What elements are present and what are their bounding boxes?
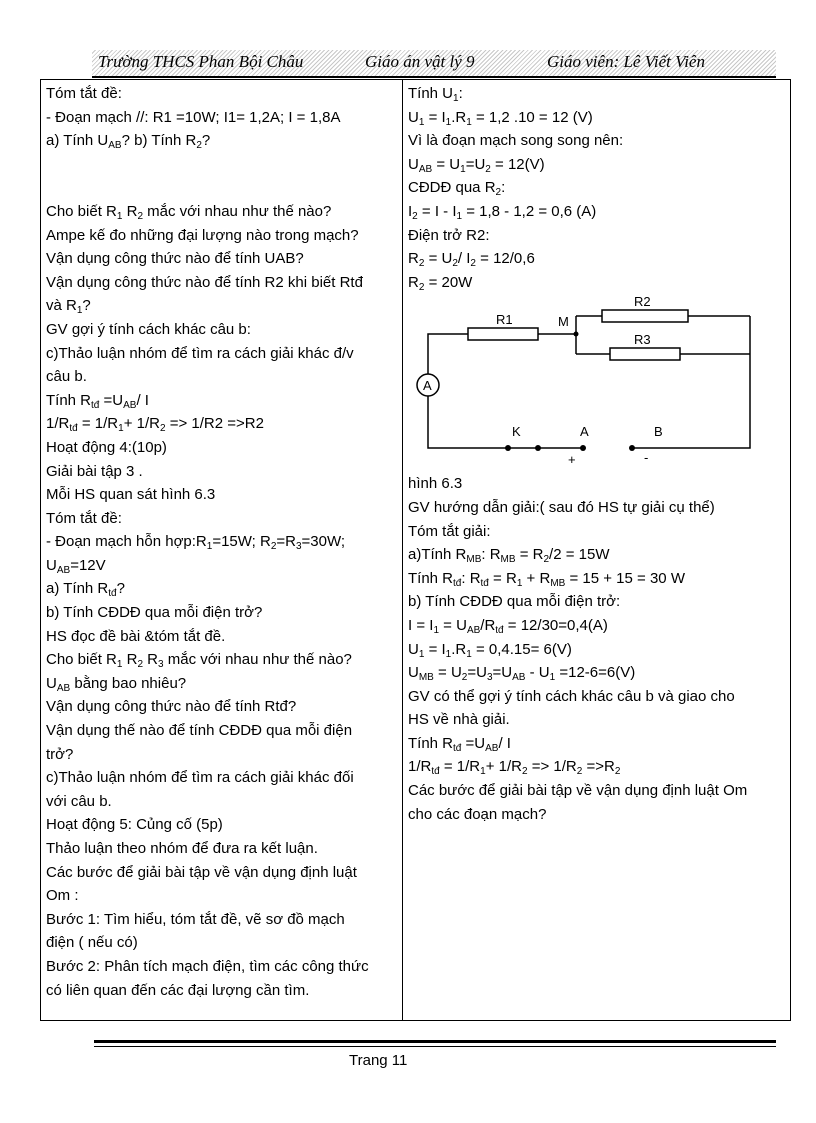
node-a	[580, 445, 586, 451]
resistor-r3	[610, 348, 680, 360]
text-line: Vì là đoạn mạch song song nên:	[408, 132, 624, 150]
right-column	[408, 82, 786, 826]
text-line: Tính $R_{tđ} =U_{AB}/$ I	[408, 734, 511, 754]
wire-left-top	[428, 334, 468, 374]
page-number: Trang 11	[349, 1052, 408, 1069]
text-line: $I_2 = I - I_1 = 1,8 - 1,2 = 0,6$ (A)	[408, 202, 597, 222]
text-line: cho các đoạn mạch?	[408, 805, 547, 823]
blank-line	[46, 176, 396, 200]
wire-left-bottom	[428, 396, 583, 448]
text-line: GV có thể gợi ý tính cách khác câu b và giao cho	[408, 687, 735, 705]
node-b	[629, 445, 635, 451]
text-line: $R_2 = 20W$	[408, 273, 473, 293]
text-line: $U_{MB} = U_2=U_3=U_{AB} - U_1 =12-6=6(V)$	[408, 664, 636, 684]
text-line: trở?	[46, 745, 74, 763]
text-line: Tính $R_{tđ}$: $R_{tđ} = R_1 + R_{MB} = 15 + 15 = 30$ W	[408, 569, 685, 589]
text-line: và $R_1$?	[46, 297, 91, 317]
text-line: c)Thảo luận nhóm để tìm ra cách giải khác đối	[46, 769, 354, 787]
text-line: Ampe kế đo những đại lượng nào trong mạch?	[46, 226, 359, 244]
header-teacher: Giáo viên: Lê Viết Viên	[547, 52, 705, 71]
label-minus: -	[644, 450, 649, 466]
text-line: Các bước để giải bài tập về vận dụng định luật Om	[408, 782, 748, 800]
footer-rule-thick	[94, 1040, 776, 1043]
text-line: điện ( nếu có)	[46, 934, 138, 952]
text-line: c)Thảo luận nhóm để tìm ra cách giải khác đ/v	[46, 344, 354, 362]
label-a: A	[580, 424, 589, 440]
label-b: B	[654, 424, 663, 440]
activity-heading: Hoạt động 4:(10p)	[46, 438, 167, 456]
text-line: a) Tính $U_{AB}$? b) Tính $R_2$?	[46, 132, 211, 152]
label-m: M	[558, 314, 569, 330]
node-k2	[535, 445, 541, 451]
text-line: câu b.	[46, 368, 87, 386]
text-line: Bước 1: Tìm hiểu, tóm tắt đề, vẽ sơ đồ mạch	[46, 910, 345, 928]
text-line: $R_2 = U_2/$ $I_2 = 12/0,6$	[408, 250, 535, 270]
text-line: Điện trở R2:	[408, 226, 490, 244]
text-line: Vận dụng công thức nào để tính UAB?	[46, 250, 304, 268]
blank-line	[46, 153, 396, 177]
text-line: Thảo luận theo nhóm để đưa ra kết luận.	[46, 840, 318, 857]
text-line: Giải bài tập 3 .	[46, 462, 143, 480]
text-line: $U_1 = I_1.R_1 = 0,4.15= 6(V)$	[408, 640, 572, 660]
text-line: có liên quan đến các đại lượng cần tìm.	[46, 981, 310, 999]
text-line: $1/R_{tđ} = 1/R_1+ 1/R_2 => 1/R_2 =>R_2$	[408, 758, 621, 778]
text-line: - Đoạn mạch //: R1 =10W; I1= 1,2A; I = 1,8A	[46, 108, 341, 126]
text-line: a)Tính $R_{MB}$: $R_{MB} = R_2/2 = 15W$	[408, 546, 610, 566]
text-line: $I = I_1 = U_{AB}/R_{tđ} = 12/30=0,4(A)$	[408, 616, 608, 636]
text-line: $U_{AB}=12V$	[46, 556, 106, 576]
text-line: Vận dụng công thức nào để tính Rtđ?	[46, 698, 297, 716]
text-line: Cho biết $R_1$ $R_2$ mắc với nhau như thế nào?	[46, 202, 332, 222]
text-line: Vận dụng công thức nào để tính R2 khi biết Rtđ	[46, 273, 363, 291]
circuit-diagram	[408, 296, 758, 468]
resistor-r2	[602, 310, 688, 322]
text-line: $U_{AB} = U_1=U_2 = 12(V)$	[408, 155, 545, 175]
text-line: Các bước để giải bài tập về vận dụng định luật	[46, 863, 357, 881]
resistor-r1	[468, 328, 538, 340]
node-m	[574, 332, 579, 337]
left-column	[46, 82, 396, 1002]
text-line: HS đọc đề bài &tóm tắt đề.	[46, 627, 226, 645]
activity-heading: Hoạt động 5: Củng cố (5p)	[46, 816, 223, 834]
label-k: K	[512, 424, 521, 440]
label-r2: R2	[634, 296, 651, 310]
text-line: Vận dụng thế nào để tính CĐDĐ qua mỗi điện	[46, 722, 353, 740]
text-line: Tính $R_{tđ} =U_{AB}/$ I	[46, 391, 149, 411]
text-line: $U_{AB}$ bằng bao nhiêu?	[46, 674, 187, 694]
text-line: CĐDĐ qua $R_2$:	[408, 179, 506, 199]
text-line: $U_1 = I_1.R_1 = 1,2$ .10 = 12 (V)	[408, 108, 593, 128]
page-header	[92, 50, 776, 78]
text-line: HS về nhà giải.	[408, 711, 510, 729]
column-divider	[402, 79, 403, 1021]
text-line: với câu b.	[46, 792, 112, 810]
text-line: b) Tính CĐDĐ qua mỗi điện trở:	[408, 593, 621, 611]
label-ammeter: A	[423, 378, 432, 394]
label-r1: R1	[496, 312, 513, 328]
text-line: Mỗi HS quan sát hình 6.3	[46, 486, 216, 504]
text-line: a) Tính $R_{tđ}$?	[46, 580, 125, 600]
text-line: b) Tính CĐDĐ qua mỗi điện trở?	[46, 604, 263, 622]
text-line: Tóm tắt đề:	[46, 509, 122, 527]
label-plus: +	[568, 452, 576, 468]
text-line: $1/R_{tđ} = 1/R_1+ 1/R_2 => 1/R2 =>R2$	[46, 415, 264, 435]
text-line: Tóm tắt giải:	[408, 522, 491, 540]
footer-rule-thin	[94, 1046, 776, 1047]
text-line: - Đoạn mạch hỗn $hợp:R_1=15W$; $R_2=R_3=30W$;	[46, 533, 346, 553]
header-subject: Giáo án vật lý 9	[365, 52, 475, 71]
text-line: GV hướng dẫn giải:( sau đó HS tự giải cụ thể)	[408, 498, 715, 516]
figure-caption: hình 6.3	[408, 475, 463, 493]
text-line: GV gợi ý tính cách khác câu b:	[46, 320, 251, 338]
header-school: Trường THCS Phan Bội Châu	[98, 52, 304, 71]
text-line: Cho biết $R_1$ $R_2$ $R_3$ mắc với nhau như thế nào?	[46, 651, 352, 671]
text-line: Tính $U_1$:	[408, 85, 463, 104]
text-line: Bước 2: Phân tích mạch điện, tìm các công thức	[46, 957, 369, 975]
text-line: Tóm tắt đề:	[46, 85, 122, 102]
text-line: Om :	[46, 887, 79, 905]
label-r3: R3	[634, 332, 651, 348]
node-k	[505, 445, 511, 451]
